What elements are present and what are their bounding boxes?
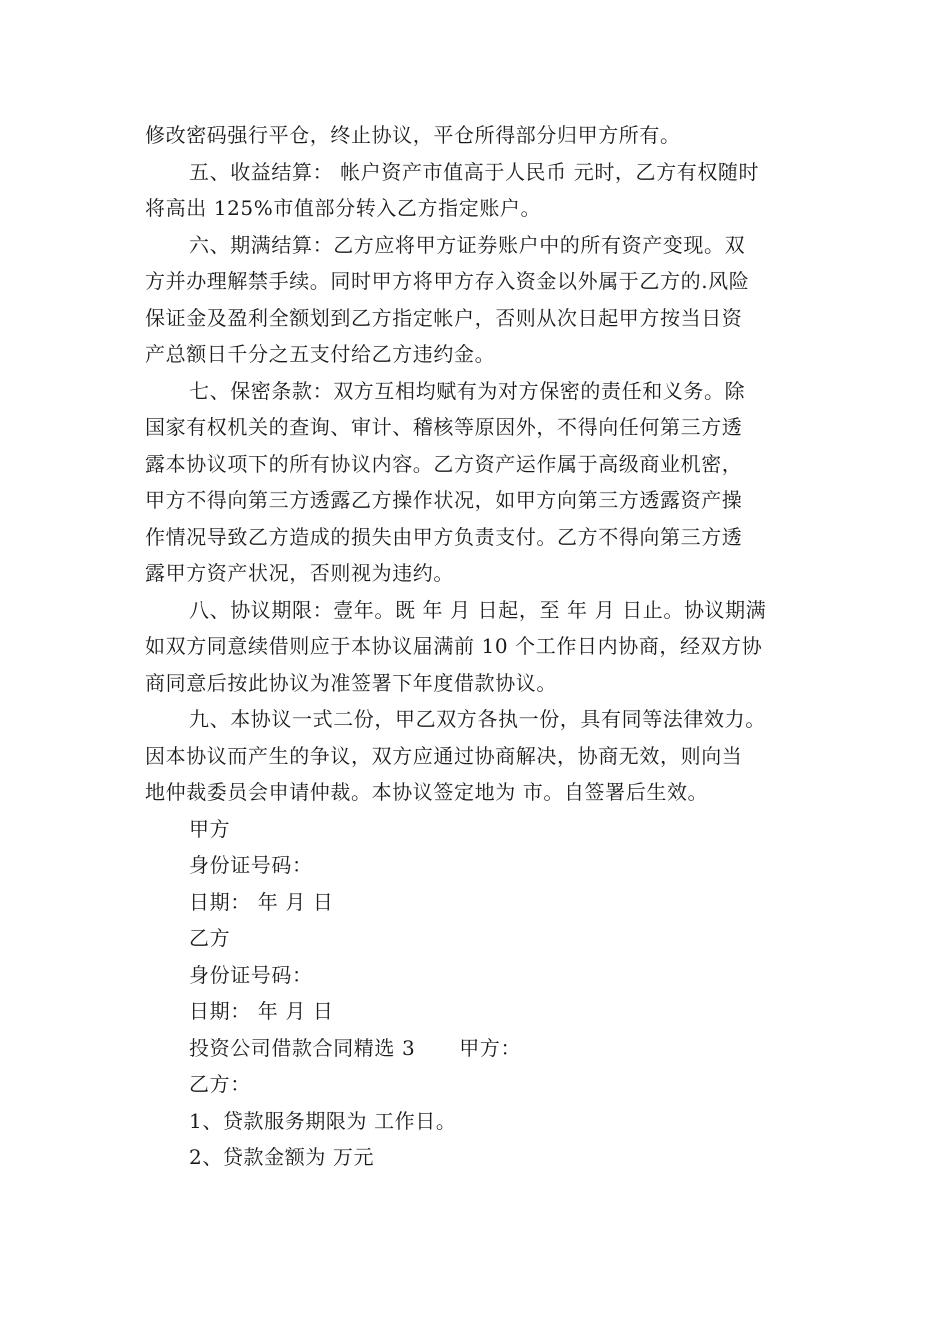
loan-amount-item: 2、贷款金额为 万元: [189, 1145, 375, 1169]
party-b-field-label: 乙方：: [189, 1072, 251, 1096]
clause-7-line-6: 露甲方资产状况，否则视为违约。: [145, 561, 454, 585]
clause-8-line-1: 八、协议期限：壹年。既 年 月 日起，至 年 月 日止。协议期满: [189, 597, 767, 622]
clause-7-line-4: 甲方不得向第三方透露乙方操作状况，如甲方向第三方透露资产操: [145, 488, 743, 512]
clause-6-line-1: 六、期满结算：乙方应将甲方证券账户中的所有资产变现。双: [189, 232, 746, 257]
section-heading-line: [145, 1030, 825, 1067]
clause-6-line-3: 保证金及盈利全额划到乙方指定帐户，否则从次日起甲方按当日资: [145, 305, 743, 330]
party-b-id-label: 身份证号码：: [189, 962, 313, 987]
clause-7-line-1: 七、保密条款：双方互相均赋有为对方保密的责任和义务。除: [189, 378, 746, 403]
party-a-label: 甲方: [189, 816, 231, 841]
party-b-label: 乙方: [189, 926, 231, 950]
clause-9-line-3: 地仲裁委员会申请仲裁。本协议签定地为 市。自签署后生效。: [145, 780, 709, 804]
clause-5-line-1: 五、收益结算： 帐户资产市值高于人民币 元时，乙方有权随时: [189, 159, 760, 184]
clause-6-line-4: 产总额日千分之五支付给乙方违约金。: [145, 342, 496, 366]
clause-5-line-2: 将高出 125%市值部分转入乙方指定账户。: [145, 196, 542, 220]
party-a-date: 日期： 年 月 日: [189, 889, 334, 914]
clause-9-line-1: 九、本协议一式二份，甲乙双方各执一份，具有同等法律效力。: [189, 707, 766, 731]
clause-6-line-2: 方并办理解禁手续。同时甲方将甲方存入资金以外属于乙方的.风险: [145, 269, 750, 293]
clause-7-line-3: 露本协议项下的所有协议内容。乙方资产运作属于高级商业机密，: [145, 451, 743, 476]
party-a-id-label: 身份证号码：: [189, 853, 313, 877]
clause-7-line-2: 国家有权机关的查询、审计、稽核等原因外，不得向任何第三方透: [145, 415, 743, 439]
text-line: 修改密码强行平仓，终止协议，平仓所得部分归甲方所有。: [145, 123, 681, 147]
clause-8-line-2: 如双方同意续借则应于本协议届满前 10 个工作日内协商，经双方协: [145, 634, 763, 658]
party-b-date: 日期： 年 月 日: [189, 999, 334, 1023]
document-body: [145, 117, 825, 1176]
clause-9-line-2: 因本协议而产生的争议，双方应通过协商解决，协商无效，则向当: [145, 743, 743, 768]
clause-7-line-5: 作情况导致乙方造成的损失由甲方负责支付。乙方不得向第三方透: [145, 524, 743, 549]
party-a-field-label: 甲方：: [459, 1035, 522, 1060]
section-title: 投资公司借款合同精选 3: [189, 1035, 416, 1060]
loan-term-item: 1、贷款服务期限为 工作日。: [189, 1108, 457, 1133]
clause-8-line-3: 商同意后按此协议为准签署下年度借款协议。: [145, 670, 557, 695]
